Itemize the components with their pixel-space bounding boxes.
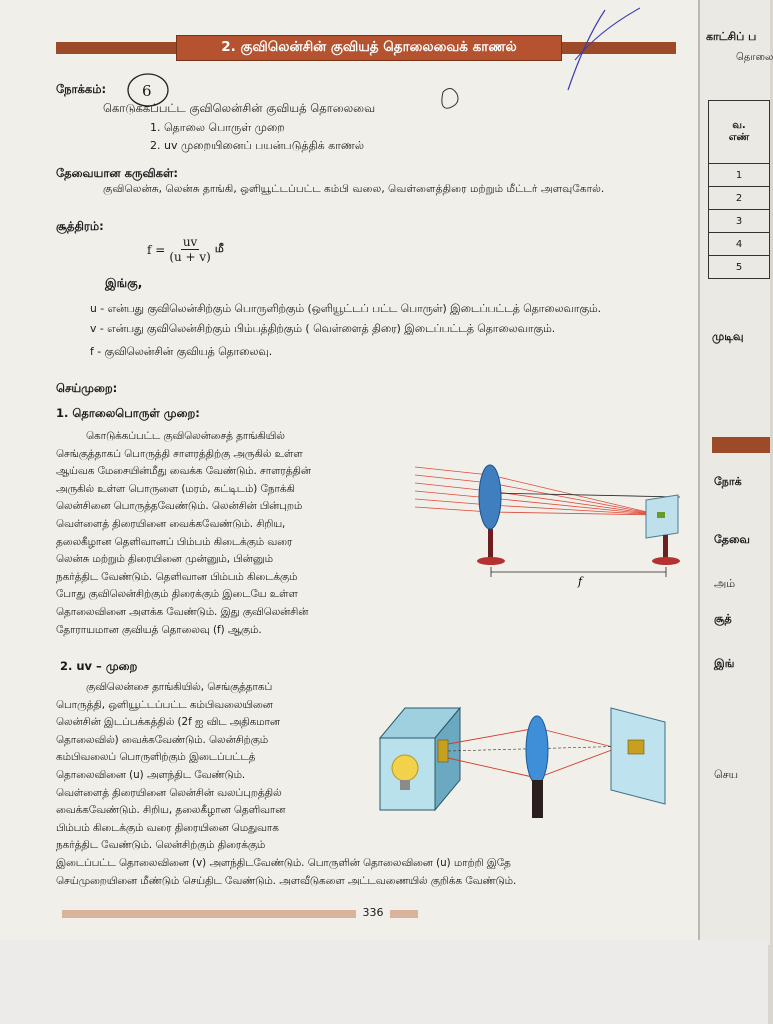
paragraph-line: கம்பிவலைப் பொருளிற்கும் இடைப்பட்டத்	[56, 751, 256, 764]
method2-paragraph-end	[56, 855, 642, 890]
adjacent-label: முடிவு	[712, 330, 744, 343]
aim-label: நோக்கம்:	[56, 82, 107, 96]
paragraph-line: தோராயமான குவியத் தொலைவு (f) ஆகும்.	[56, 623, 262, 636]
paragraph-line: அருகில் உள்ள பொருளை (மரம், கட்டிடம்) நோக்கி	[56, 482, 295, 495]
definition-v: v - என்பது குவிலென்சிற்கும் பிம்பத்திற்கும் ( வெள்ளைத் திரை) இடைப்பட்டத் தொலைவாகும்.	[90, 322, 556, 335]
paragraph-line: போது குவிலென்சிற்கும் திரைக்கும் இடையே உள்ள	[56, 588, 298, 601]
table-header-no: வ.	[732, 120, 746, 131]
pen-marks	[0, 0, 768, 140]
adjacent-label: தேவை	[714, 533, 750, 546]
method2-heading: 2. uv – முறை	[60, 659, 138, 673]
paragraph-line: செங்குத்தாகப் பொருத்தி சாளரத்திற்கு அருகில் உள்ள	[56, 447, 303, 460]
adjacent-label: இங்	[714, 657, 735, 670]
adjacent-page-header: காட்சிப் ப	[706, 30, 757, 43]
formula-label: சூத்திரம்:	[56, 219, 104, 233]
paragraph-line: தலைகீழான தெளிவானப் பிம்பம் கிடைக்கும் வரை	[56, 535, 293, 548]
aim-method-2: 2. uv முறையினைப் பயன்படுத்திக் காணல்	[150, 139, 365, 152]
definition-u: u - என்பது குவிலென்சிற்கும் பொருளிற்கும் (ஒளியூட்டப் பட்ட பொருள்) இடைப்பட்டத் தொலைவாகும்.	[90, 302, 602, 315]
apparatus-text: குவிலென்சு, லென்சு தாங்கி, ஒளியூட்டப்பட்ட கம்பி வலை, வெள்ளைத்திரை மற்றும் மீட்டர் அளவுகோல்.	[103, 183, 605, 195]
adjacent-label: நோக்	[714, 475, 742, 488]
paragraph-line: நகர்த்திட வேண்டும். லென்சிற்கும் திரைக்கும்	[56, 839, 266, 852]
adjacent-page	[698, 0, 773, 945]
paragraph-line: நகர்த்திட வேண்டும். தெளிவான பிம்பம் கிடைக்கும்	[56, 570, 298, 583]
paragraph-line: தொலைவினை (u) அளந்திட வேண்டும்.	[56, 768, 246, 781]
paragraph-line: லென்சு மற்றும் திரையினை முன்னும், பின்னும்	[56, 553, 273, 566]
distant-object-figure	[410, 455, 690, 595]
scan-background	[0, 940, 768, 1024]
paragraph-line: லென்சினை பொருத்தவேண்டும். லென்சின் பின்புறம்	[56, 500, 303, 513]
method2-paragraph	[56, 679, 352, 855]
table-cell: 3	[709, 210, 770, 233]
convex-lens-icon	[526, 716, 548, 784]
adjacent-title-band	[712, 437, 770, 453]
procedure-label: செய்முறை:	[56, 381, 118, 395]
formula-denominator: (u + v)	[169, 250, 211, 264]
table-cell: 2	[709, 187, 770, 210]
page-number: 336	[356, 905, 390, 921]
bulb-icon	[392, 755, 418, 781]
apparatus-label: தேவையான கருவிகள்:	[56, 166, 178, 180]
adjacent-label: சூத்	[714, 612, 732, 625]
paragraph-line: வைக்கவேண்டும். சிறிய, தலைகீழான தெளிவான	[56, 804, 286, 817]
paragraph-line: குவிலென்சை தாங்கியில், செங்குத்தாகப்	[86, 681, 273, 693]
paragraph-line: வெள்ளைத் திரையினை வைக்கவேண்டும். சிறிய,	[56, 517, 286, 530]
method1-paragraph	[56, 428, 394, 639]
table-cell: 5	[709, 256, 770, 279]
paragraph-line: செய்முறையினை மீண்டும் செய்திட வேண்டும். அளவீடுகளை அட்டவணையில் குறிக்க வேண்டும்.	[56, 874, 517, 887]
focal-length-formula	[147, 235, 224, 264]
paragraph-line: தொலைவினை அளக்க வேண்டும். இது குவிலென்சின்	[56, 605, 309, 618]
convex-lens-icon	[479, 465, 501, 529]
aim-text: கொடுக்கப்பட்ட குவிலென்சின் குவியத் தொலைவை	[103, 101, 376, 115]
focal-length-label: f	[578, 575, 583, 588]
formula-where: இங்கு,	[105, 276, 143, 290]
formula-fraction	[169, 235, 211, 264]
adjacent-label: அம்	[714, 577, 736, 590]
paragraph-line: லென்சின் இடப்பக்கத்தில் (2f ஐ விட அதிகமான	[56, 716, 280, 729]
paragraph-line: தொலைவில்) வைக்கவேண்டும். லென்சிற்கும்	[56, 733, 269, 746]
formula-numerator: uv	[182, 235, 198, 249]
handwritten-number: 6	[142, 82, 152, 100]
table-cell: 4	[709, 233, 770, 256]
paragraph-line: ஆய்வக மேசையின்மீது வைக்க வேண்டும். சாளரத்தின்	[56, 465, 311, 478]
uv-method-figure	[375, 700, 675, 820]
adjacent-page-subheader: தொலை	[736, 52, 773, 63]
paragraph-line: இடைப்பட்ட தொலைவினை (v) அளந்திடவேண்டும். பொருளின் தொலைவினை (u) மாற்றி இதே	[56, 857, 511, 869]
paragraph-line: பொருத்தி, ஒளியூட்டப்பட்ட கம்பிவலையினை	[56, 698, 273, 711]
adjacent-label: செய	[714, 768, 739, 781]
formula-lhs: f =	[147, 242, 166, 257]
wire-mesh-icon	[438, 740, 448, 762]
paragraph-line: பிம்பம் கிடைக்கும் வரை திரையினை மெதுவாக	[56, 821, 279, 834]
paragraph-line: கொடுக்கப்பட்ட குவிலென்சைத் தாங்கியில்	[86, 430, 285, 442]
paragraph-line: வெள்ளைத் திரையினை லென்சின் வலப்புறத்தில்	[56, 786, 282, 799]
experiment-title: 2. குவிலென்சின் குவியத் தொலைவைக் காணல்	[176, 35, 562, 61]
formula-unit: மீ	[214, 242, 224, 255]
definition-f: f - குவிலென்சின் குவியத் தொலைவு.	[90, 345, 273, 358]
method1-heading: 1. தொலைபொருள் முறை:	[56, 406, 200, 420]
aim-method-1: 1. தொலை பொருள் முறை	[150, 121, 285, 134]
table-header-number: எண்	[728, 132, 750, 143]
table-cell: 1	[709, 164, 770, 187]
screen-icon	[611, 708, 665, 804]
